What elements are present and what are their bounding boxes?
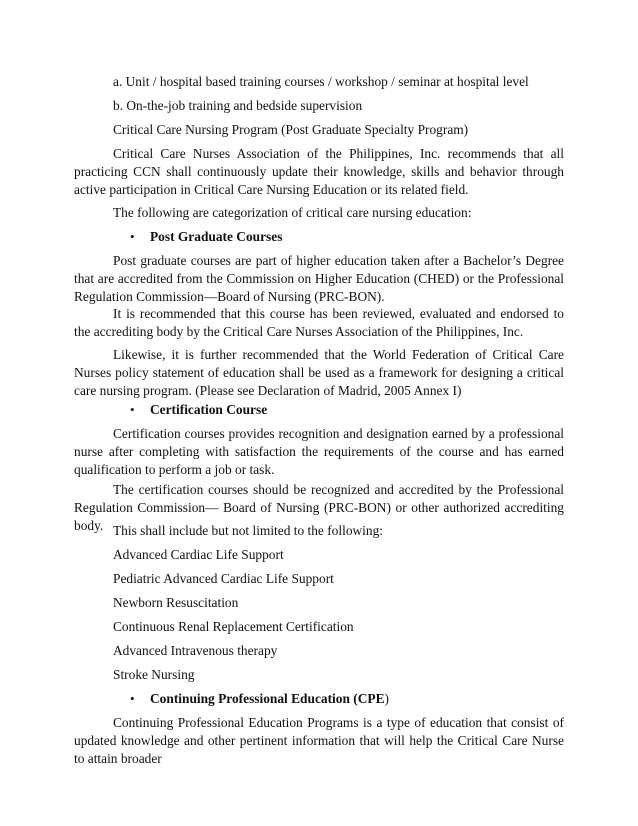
heading-post-graduate: Post Graduate Courses [150, 229, 283, 244]
bullet-icon: • [130, 229, 135, 244]
paragraph-ccn-recommend: Critical Care Nurses Association of the Philippines, Inc. recommends that all practicing CCN shall continuously update their knowledge, skills and behavior through active participation in Critical Care Nursing Education or its related field. [74, 146, 564, 197]
paragraph-cpe-def: Continuing Professional Education Programs is a type of education that consist of updated knowledge and other pertinent information that will help the Critical Care Nurse to attain broader [74, 715, 564, 766]
bullet-icon: • [130, 402, 135, 417]
list-item: Newborn Resuscitation [113, 595, 239, 610]
paragraph-cert-accredit: The certification courses should be recognized and accredited by the Professional Regulation Commission— Board of Nursing (PRC-BON) or other authorized accrediting body. [74, 482, 564, 533]
program-title: Critical Care Nursing Program (Post Graduate Specialty Program) [113, 122, 469, 137]
list-item: Pediatric Advanced Cardiac Life Support [113, 571, 334, 586]
paragraph-postgrad-def: Post graduate courses are part of higher education taken after a Bachelor’s Degree that are accredited from the Commission on Higher Education (CHED) or the Professional Regulation Commission—Board of Nursing (PRC-BON). [74, 253, 564, 304]
heading-cpe-close: ) [384, 691, 389, 706]
bullet-icon: • [130, 691, 135, 706]
list-item: Continuous Renal Replacement Certification [113, 619, 354, 634]
paragraph-wfccn: Likewise, it is further recommended that the World Federation of Critical Care Nurses policy statement of education shall be used as a framework for designing a critical care nursing program. (Please see Declaration of Madrid, 2005 Annex I) [74, 347, 564, 398]
paragraph-categorization: The following are categorization of critical care nursing education: [113, 205, 472, 220]
item-b: b. On-the-job training and bedside supervision [113, 98, 363, 113]
list-item: Stroke Nursing [113, 667, 195, 682]
paragraph-reviewed: It is recommended that this course has been reviewed, evaluated and endorsed to the accrediting body by the Critical Care Nurses Association of the Philippines, Inc. [74, 306, 564, 339]
item-a: a. Unit / hospital based training courses / workshop / seminar at hospital level [113, 74, 529, 89]
heading-cpe-text: Continuing Professional Education (CPE [150, 691, 385, 706]
list-item: Advanced Cardiac Life Support [113, 547, 284, 562]
heading-cpe [150, 690, 389, 708]
heading-certification: Certification Course [150, 402, 268, 417]
paragraph-include: This shall include but not limited to the following: [113, 523, 384, 538]
paragraph-cert-def: Certification courses provides recognition and designation earned by a professional nurse after completing with satisfaction the requirements of the course and has earned qualification to perform a job or task. [74, 426, 564, 477]
list-item: Advanced Intravenous therapy [113, 643, 278, 658]
